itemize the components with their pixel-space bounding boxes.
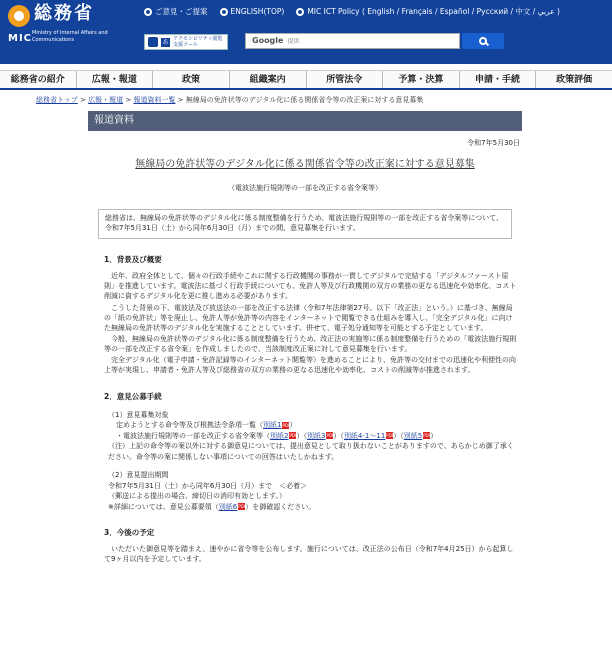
breadcrumb-current: 無線局の免許状等のデジタル化に係る関係省令等の改正案に対する意見募集 — [185, 96, 424, 104]
top-links — [144, 7, 608, 17]
section-background-body: 近年、政府全体として、個々の行政手続やこれに関する行政機関の事務が一貫してデジタルで完結する「デジタルファースト原則」を推進しています。電波法に基づく行政手続についても、免許人等及び行政機関の双方の業務の更なる迅速化や効率化、コスト削減に資するデジタル化を更に推し進める必要があります。 こうした背景の下、電波法及び放送法の一部を改正する法律（令和7年法律第27号。以下「改正法」という。）に基づき、無線局の「紙の免許状」等を廃止し、免許人等が免許等の内容をインターネットで閲覧できる仕組みを導入し、「完全デジタル化」に向けた無線局の免許状等のデジタル化を実施することとしています。併せて、電子処分通知等を可能とする予定としています。 今般、無線局の免許状等のデジタル化に係る制度整備を行うため、改正法の実施等に係る制度整備を行うための「電波法施行規則等の一部を改正する省令案」を作成しましたので、当該制度改正案に対して意見募集を行います。 完全デジタル化（電子申請・免許記録等のインターネット閲覧等）を進めることにより、免許等の交付までの迅速化や利便性の向上等が実現し、申請者・免許人等及び総務省の双方の業務の更なる迅速化や効率化、コストの削減等が推進されます。 — [104, 272, 517, 375]
page-title: 無線局の免許状等のデジタル化に係る関係省令等の改正案に対する意見募集 — [135, 159, 475, 171]
logo-subtitle: Ministry of Internal Affairs and Communications — [32, 30, 108, 43]
page-subtitle: （電波法施行規則等の一部を改正する省令案等） — [228, 183, 382, 192]
section-schedule-body: いただいた御意見等を踏まえ、速やかに省令等を公布します。施行については、改正法の公布日（令和7年4月25日）から起算して9ヶ月以内を予定しています。 — [104, 545, 514, 564]
pdf-icon: PDF — [282, 422, 291, 428]
section-schedule-heading: 3．今後の予定 — [104, 528, 155, 538]
circle-bullet-icon — [296, 8, 304, 16]
attachment-6-link[interactable]: 別紙6 — [218, 502, 238, 511]
search-input[interactable] — [287, 38, 427, 45]
site-header — [0, 0, 612, 64]
search-button[interactable] — [462, 33, 504, 49]
nav-item-about[interactable]: 総務省の紹介 — [0, 71, 77, 88]
pdf-icon: PDF — [289, 433, 298, 439]
attachment-3-link[interactable]: 別紙3 — [306, 431, 326, 440]
attachment-4-link[interactable]: 別紙4-1～11 — [343, 431, 386, 440]
breadcrumb-press[interactable]: 広報・報道 — [88, 96, 124, 104]
attachment-5-link[interactable]: 別紙5 — [403, 431, 423, 440]
consultation-targets: （1）意見募集対象 定めようとする命令等及び根拠法令条項一覧（別紙1PDF） ・電波法施行規則等の一部を改正する省令案等（別紙2PDF）（別紙3PDF）（別紙4-1～11PDF）（別紙5PDF） （注）上記の命令等の案以外に対する御意見については、提出意見として取り扱わないことがありますので、あらかじめ御了承ください。命令等の案に関係しない事項についての回答はいたしかねます。 — [108, 410, 518, 463]
pdf-icon: PDF — [326, 433, 335, 439]
consultation-period: （2）意見提出期間 令和7年5月31日（土）から同年6月30日（月）まで ＜必着＞ （郵送による提出の場合、締切日の消印有効とします。） ※詳細については、意見公募要領（別紙6PDF）を御確認ください。 — [108, 471, 316, 511]
nav-item-press[interactable]: 広報・報道 — [77, 71, 154, 88]
pdf-icon: PDF — [423, 433, 432, 439]
breadcrumb-press-list[interactable]: 報道資料一覧 — [133, 96, 176, 104]
pdf-icon: PDF — [386, 433, 395, 439]
nav-item-budget[interactable]: 予算・決算 — [383, 71, 460, 88]
circle-bullet-icon — [220, 8, 228, 16]
logo-en: MIC — [8, 33, 33, 44]
global-nav — [0, 70, 612, 90]
section-label: 報道資料 — [88, 111, 522, 131]
section-procedure-heading: 2．意見公募手続 — [104, 391, 162, 401]
summary-box: 総務省は、無線局の免許状等のデジタル化に係る制度整備を行うため、電波法施行規則等の一部を改正する省令案等について、令和7年5月31日（土）から同年6月30日（月）までの間、意見募集を行います。 — [98, 209, 512, 239]
speaker-icon — [148, 37, 158, 47]
attachment-2-link[interactable]: 別紙2 — [270, 431, 289, 440]
accessibility-ja-icon: あ — [162, 38, 169, 46]
release-date: 令和7年5月30日 — [467, 139, 520, 147]
accessibility-tool-button[interactable]: あ アクセシビリティ閲覧支援ツール — [144, 34, 228, 50]
pdf-icon: PDF — [238, 504, 246, 510]
circle-bullet-icon — [144, 8, 152, 16]
top-link-ict-policy[interactable]: MIC ICT Policy ( English / Français / Español / Русский / 中文 / عربي ) — [296, 7, 560, 17]
search-box — [245, 33, 460, 49]
breadcrumb-top[interactable]: 総務省トップ — [36, 96, 78, 104]
nav-item-organization[interactable]: 組織案内 — [230, 71, 307, 88]
top-link-feedback[interactable]: ご意見・ご提案 — [144, 7, 208, 17]
breadcrumb: 総務省トップ > 広報・報道 > 報道資料一覧 > 無線局の免許状等のデジタル化に係る関係省令等の改正案に対する意見募集 — [36, 96, 424, 104]
google-logo: Google — [252, 35, 284, 45]
nav-item-laws[interactable]: 所管法令 — [307, 71, 384, 88]
attachment-1-link[interactable]: 別紙1 — [263, 421, 282, 430]
consultation-note: （注）上記の命令等の案以外に対する御意見については、提出意見として取り扱わないことがありますので、あらかじめ御了承ください。命令等の案に関係しない事項についての回答はいたしかねます。 — [108, 442, 514, 461]
search-icon — [479, 37, 487, 45]
top-link-english[interactable]: ENGLISH(TOP) — [220, 7, 285, 17]
nav-item-applications[interactable]: 申請・手続 — [460, 71, 537, 88]
mic-logo-icon[interactable] — [8, 5, 30, 27]
nav-item-policy[interactable]: 政策 — [153, 71, 230, 88]
logo-text[interactable]: 総務省 — [34, 3, 94, 24]
section-background-heading: 1．背景及び概要 — [104, 254, 162, 264]
main-content — [88, 111, 522, 566]
nav-item-evaluation[interactable]: 政策評価 — [556, 75, 593, 85]
